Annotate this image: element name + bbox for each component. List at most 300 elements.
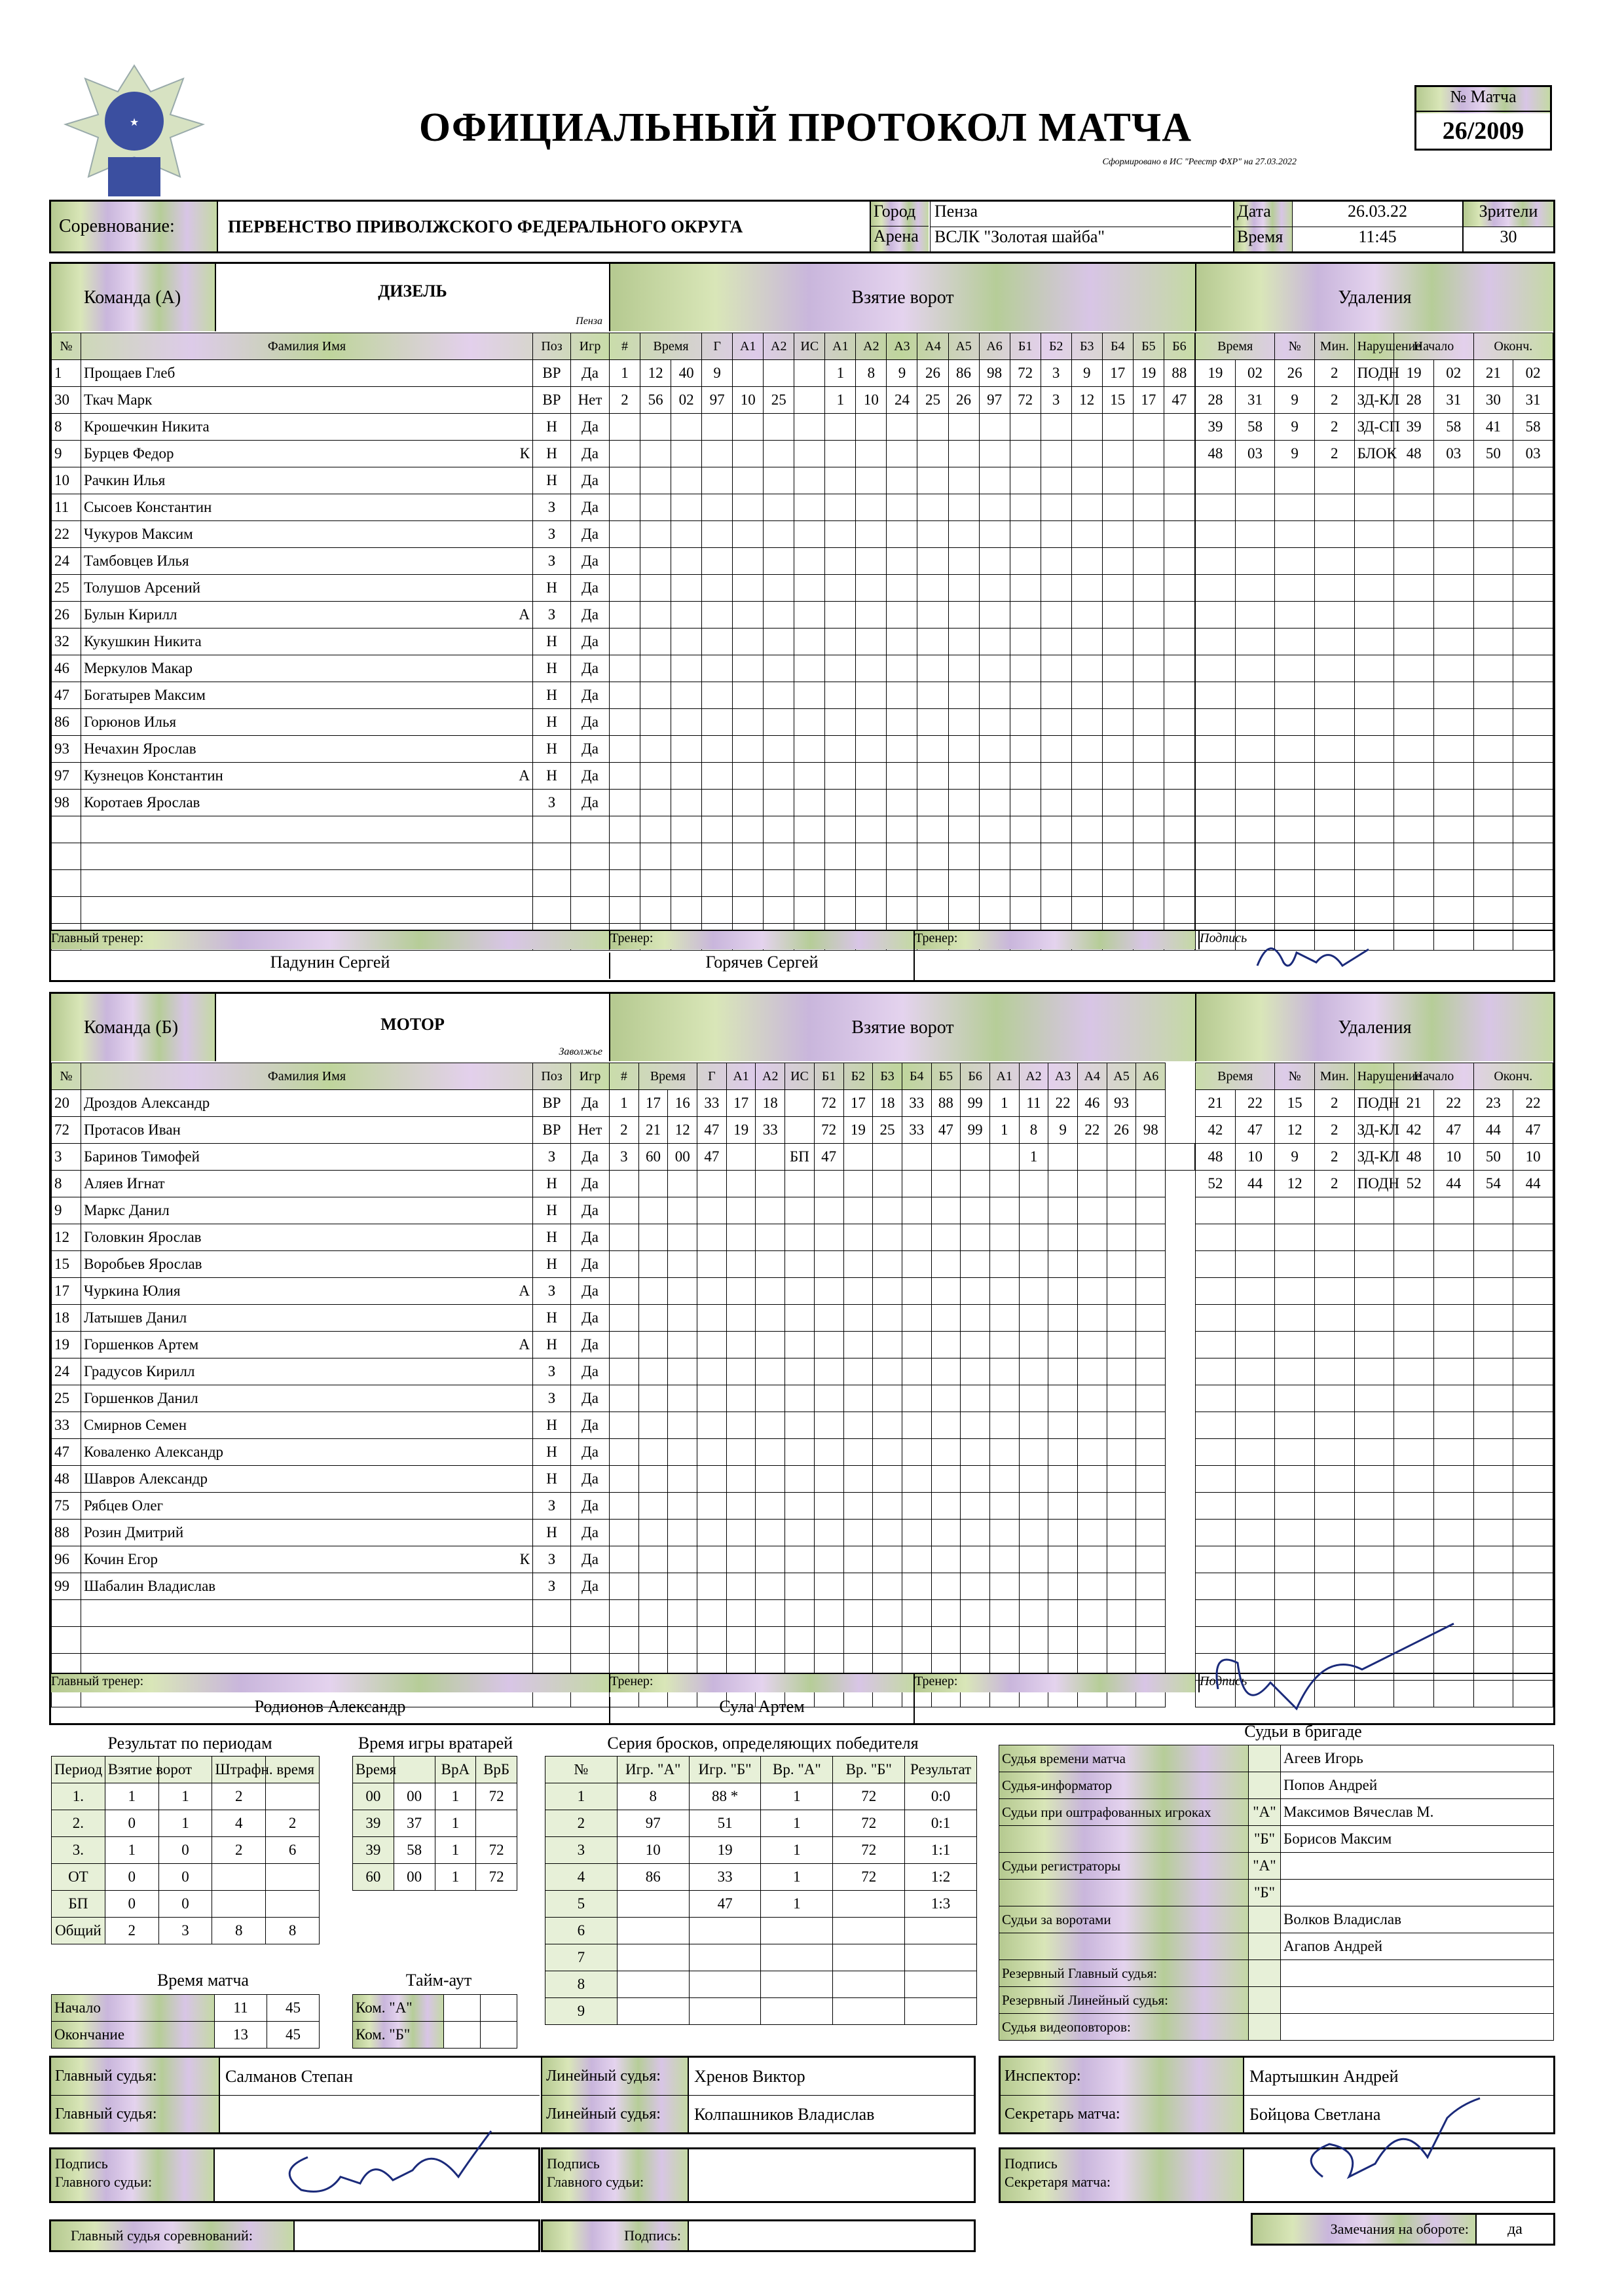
player-role: К <box>519 1551 530 1567</box>
goal-cell <box>1010 441 1041 467</box>
goal-cell <box>1019 1305 1048 1332</box>
penalty-cell <box>1275 629 1315 655</box>
goal-cell: 1 <box>989 1090 1019 1117</box>
goal-cell <box>902 1278 931 1305</box>
penalty-cell <box>1354 521 1394 548</box>
column-header: Б6 <box>961 1063 990 1090</box>
goal-cell: 15 <box>1102 387 1133 414</box>
penalty-cell: 52 <box>1394 1171 1434 1197</box>
shootout-row-cell <box>833 1944 905 1971</box>
goal-cell <box>1019 1278 1048 1305</box>
player-playing: Да <box>571 1520 610 1546</box>
penalty-cell <box>1394 816 1434 843</box>
goal-cell <box>1078 1197 1107 1224</box>
penalty-cell <box>1433 1278 1473 1305</box>
goal-cell <box>961 1144 990 1171</box>
goal-cell <box>917 602 948 629</box>
penalty-cell <box>1314 897 1354 924</box>
player-name-text: Градусов Кирилл <box>84 1363 195 1379</box>
goal-cell <box>1010 870 1041 897</box>
shootout-row-cell: 51 <box>689 1810 761 1837</box>
column-header: А3 <box>1048 1063 1078 1090</box>
team-a-head-coach: Падунин Сергей <box>270 953 390 972</box>
penalty-cell <box>1275 494 1315 521</box>
goal-cell <box>887 736 917 763</box>
goal-cell <box>989 1197 1019 1224</box>
penalty-cell <box>1473 1251 1513 1278</box>
shootout-row-cell: 1 <box>761 1864 833 1891</box>
period-row-cell: 2. <box>52 1810 105 1837</box>
penalty-cell <box>1394 602 1434 629</box>
goal-cell <box>794 575 825 602</box>
period-row-cell: 0 <box>105 1891 158 1918</box>
player-position: З <box>533 1385 571 1412</box>
goalie-row-cell: 72 <box>476 1837 517 1864</box>
goal-cell <box>979 763 1010 790</box>
shootout-row-cell: 0:1 <box>905 1810 977 1837</box>
player-name-text: Тамбовцев Илья <box>84 553 189 569</box>
goal-cell <box>887 629 917 655</box>
penalty-cell <box>1473 1573 1513 1600</box>
shootout-row <box>545 1891 977 1918</box>
player-row <box>52 1305 610 1332</box>
goal-cell <box>1107 1600 1136 1627</box>
goal-row <box>610 655 1195 682</box>
goal-cell <box>794 441 825 467</box>
goal-cell <box>702 441 733 467</box>
penalty-cell <box>1513 1251 1553 1278</box>
goal-cell <box>948 709 979 736</box>
goal-cell <box>726 1385 756 1412</box>
goal-cell <box>1136 1439 1166 1466</box>
goal-cell <box>610 1358 639 1385</box>
goal-cell <box>1010 494 1041 521</box>
penalty-cell <box>1196 897 1236 924</box>
goal-cell <box>1102 790 1133 816</box>
penalty-cell <box>1394 1251 1434 1278</box>
penalty-cell <box>1513 575 1553 602</box>
goal-cell <box>1136 1546 1166 1573</box>
goal-cell <box>902 1197 931 1224</box>
goal-cell <box>1133 467 1164 494</box>
goal-cell <box>610 548 640 575</box>
player-number: 9 <box>52 1197 81 1224</box>
penalty-cell: 23 <box>1473 1090 1513 1117</box>
player-number: 86 <box>52 709 81 736</box>
referee-role <box>999 1933 1249 1960</box>
column-header: А6 <box>1136 1063 1166 1090</box>
period-row-cell: 2 <box>212 1837 266 1864</box>
penalty-cell <box>1354 1224 1394 1251</box>
shootout-row-cell: 19 <box>689 1837 761 1864</box>
column-header: ВрА <box>435 1757 476 1783</box>
goal-cell <box>873 1358 902 1385</box>
goal-cell <box>1164 494 1194 521</box>
player-row <box>52 1546 610 1573</box>
penalty-cell <box>1433 1439 1473 1466</box>
referee-team <box>1249 1745 1281 1772</box>
penalty-cell <box>1235 816 1275 843</box>
player-position: Н <box>533 1305 571 1332</box>
goal-cell <box>1010 682 1041 709</box>
referee-name: Попов Андрей <box>1281 1772 1554 1799</box>
penalty-cell <box>1354 736 1394 763</box>
penalty-cell <box>1513 1224 1553 1251</box>
penalty-cell: 52 <box>1196 1171 1236 1197</box>
goal-cell <box>1102 575 1133 602</box>
goal-cell: 1 <box>610 1090 639 1117</box>
player-position: Н <box>533 1439 571 1466</box>
player-playing: Да <box>571 1197 610 1224</box>
player-name-text: Головкин Ярослав <box>84 1229 202 1245</box>
goal-cell <box>671 602 702 629</box>
column-header: Время <box>638 1063 697 1090</box>
goal-cell <box>931 1439 961 1466</box>
penalty-cell <box>1433 790 1473 816</box>
goalie-row <box>353 1783 517 1810</box>
penalty-cell <box>1394 629 1434 655</box>
goal-cell <box>931 1224 961 1251</box>
column-header: Б4 <box>1102 333 1133 360</box>
goal-cell <box>961 1305 990 1332</box>
player-playing: Да <box>571 1144 610 1171</box>
goalie-row-cell: 1 <box>435 1810 476 1837</box>
goal-cell <box>1041 655 1071 682</box>
referee-role: Судья-информатор <box>999 1772 1249 1799</box>
goal-cell <box>979 441 1010 467</box>
shootout-row-cell: 1:2 <box>905 1864 977 1891</box>
shootout-row-cell: 7 <box>545 1944 618 1971</box>
player-row <box>52 1224 610 1251</box>
penalty-cell <box>1433 736 1473 763</box>
goal-cell <box>931 1332 961 1358</box>
goal-cell <box>917 414 948 441</box>
goal-cell: 17 <box>726 1090 756 1117</box>
player-playing: Да <box>571 1090 610 1117</box>
referee-role: Судья времени матча <box>999 1745 1249 1772</box>
column-header: А2 <box>764 333 794 360</box>
penalty-cell <box>1275 709 1315 736</box>
goal-row <box>610 414 1195 441</box>
player-position: З <box>533 494 571 521</box>
goal-cell <box>733 682 764 709</box>
goal-cell <box>887 414 917 441</box>
goal-cell <box>764 548 794 575</box>
goal-cell <box>825 575 856 602</box>
player-name <box>81 1251 533 1278</box>
column-header: Поз <box>533 333 571 360</box>
penalty-cell: БЛОК <box>1354 441 1394 467</box>
player-position: З <box>533 1278 571 1305</box>
player-row <box>52 1278 610 1305</box>
goal-cell <box>931 1358 961 1385</box>
penalty-cell: 48 <box>1394 1144 1434 1171</box>
goal-cell <box>733 467 764 494</box>
penalty-cell <box>1513 1305 1553 1332</box>
goal-cell <box>638 1439 668 1466</box>
goal-cell <box>1107 1493 1136 1520</box>
goal-cell <box>1071 467 1102 494</box>
goal-cell <box>697 1520 727 1546</box>
goal-cell <box>989 1412 1019 1439</box>
player-role: А <box>519 1283 530 1299</box>
period-row-cell <box>266 1783 320 1810</box>
team-a-roster <box>51 333 610 951</box>
player-name-text: Булын Кирилл <box>84 606 177 623</box>
player-name-text: Меркулов Макар <box>84 660 193 676</box>
goal-cell <box>1133 655 1164 682</box>
penalty-row <box>1196 1493 1553 1520</box>
goal-cell <box>640 736 671 763</box>
penalty-cell <box>1314 843 1354 870</box>
goal-cell <box>1136 1144 1166 1171</box>
penalty-cell <box>1235 1385 1275 1412</box>
player-number: 26 <box>52 602 81 629</box>
penalty-cell <box>1513 736 1553 763</box>
goal-cell <box>948 870 979 897</box>
penalty-cell <box>1394 1305 1434 1332</box>
player-playing: Да <box>571 655 610 682</box>
shootout-row-cell <box>617 1918 689 1944</box>
goal-cell <box>764 709 794 736</box>
goal-cell <box>856 575 887 602</box>
column-header: А2 <box>1019 1063 1048 1090</box>
goal-cell <box>1078 1305 1107 1332</box>
player-playing: Да <box>571 790 610 816</box>
player-name <box>81 1600 533 1627</box>
player-name <box>81 1573 533 1600</box>
goal-cell <box>610 1332 639 1358</box>
goal-cell <box>1041 790 1071 816</box>
goal-cell: 17 <box>843 1090 873 1117</box>
penalty-cell <box>1314 1197 1354 1224</box>
column-header: Б2 <box>843 1063 873 1090</box>
goal-cell <box>814 1439 843 1466</box>
penalty-cell <box>1235 682 1275 709</box>
penalty-cell <box>1513 1493 1553 1520</box>
goal-cell <box>1071 736 1102 763</box>
penalty-cell <box>1196 1466 1236 1493</box>
goal-cell <box>764 736 794 763</box>
goal-cell <box>764 682 794 709</box>
goal-cell <box>825 548 856 575</box>
goal-cell <box>638 1251 668 1278</box>
goal-cell <box>856 602 887 629</box>
shootout-row <box>545 1810 977 1837</box>
referee-row <box>999 1799 1554 1826</box>
goal-cell <box>989 1278 1019 1305</box>
goal-cell <box>1048 1305 1078 1332</box>
penalty-cell <box>1433 897 1473 924</box>
goal-cell <box>702 843 733 870</box>
goalie-row-cell: 39 <box>353 1837 394 1864</box>
player-row <box>52 521 610 548</box>
goal-cell <box>1041 870 1071 897</box>
penalty-cell <box>1275 1520 1315 1546</box>
penalty-cell <box>1473 1546 1513 1573</box>
goal-cell <box>856 494 887 521</box>
goal-cell <box>733 763 764 790</box>
column-header: Вр. "А" <box>761 1757 833 1783</box>
penalty-cell <box>1196 682 1236 709</box>
shootout-row-cell: 1 <box>761 1837 833 1864</box>
period-row-cell: 0 <box>158 1837 212 1864</box>
goal-cell <box>873 1412 902 1439</box>
goal-row <box>610 1493 1195 1520</box>
goal-cell <box>640 602 671 629</box>
goal-cell <box>961 1412 990 1439</box>
penalty-cell <box>1314 1466 1354 1493</box>
goal-cell: 72 <box>814 1117 843 1144</box>
goal-cell <box>917 521 948 548</box>
penalty-cell <box>1513 1627 1553 1654</box>
column-header: Игр <box>571 1063 610 1090</box>
goal-cell <box>1010 736 1041 763</box>
penalty-cell <box>1394 494 1434 521</box>
goal-cell <box>917 441 948 467</box>
penalty-cell <box>1473 1520 1513 1546</box>
player-name-text: Баринов Тимофей <box>84 1148 200 1165</box>
player-playing <box>571 843 610 870</box>
goal-cell <box>1071 816 1102 843</box>
goal-cell <box>902 1385 931 1412</box>
goal-cell <box>989 1305 1019 1332</box>
goal-cell <box>1107 1278 1136 1305</box>
player-number: 30 <box>52 387 81 414</box>
penalty-cell <box>1314 763 1354 790</box>
goal-cell: 22 <box>1078 1117 1107 1144</box>
column-header: Б1 <box>814 1063 843 1090</box>
goal-cell <box>610 1305 639 1332</box>
penalty-row <box>1196 1171 1553 1197</box>
goal-row <box>610 1466 1195 1493</box>
penalty-cell <box>1513 843 1553 870</box>
goal-cell <box>671 629 702 655</box>
shootout-row-cell: 72 <box>833 1810 905 1837</box>
goal-cell <box>961 1546 990 1573</box>
goal-cell <box>668 1358 697 1385</box>
goal-cell <box>989 1439 1019 1466</box>
column-header: ВрБ <box>476 1757 517 1783</box>
column-header: ИС <box>794 333 825 360</box>
goal-cell <box>1102 629 1133 655</box>
player-playing <box>571 870 610 897</box>
penalty-cell <box>1196 629 1236 655</box>
goal-cell <box>668 1412 697 1439</box>
penalty-cell <box>1473 1412 1513 1439</box>
player-playing: Да <box>571 1439 610 1466</box>
penalty-row <box>1196 897 1553 924</box>
player-playing: Да <box>571 548 610 575</box>
player-number: 18 <box>52 1305 81 1332</box>
column-header: Б6 <box>1164 333 1194 360</box>
shootout-row-cell: 8 <box>617 1783 689 1810</box>
player-playing <box>571 1600 610 1627</box>
shootout-row-cell <box>761 1971 833 1998</box>
penalty-cell: 44 <box>1433 1171 1473 1197</box>
goal-cell <box>733 414 764 441</box>
player-name-text: Аляев Игнат <box>84 1175 165 1192</box>
goal-cell <box>961 1385 990 1412</box>
goal-cell <box>1019 1546 1048 1573</box>
team-a-coach: Горячев Сергей <box>609 953 913 979</box>
goal-cell <box>610 1627 639 1654</box>
column-header: Нарушение <box>1354 333 1394 360</box>
goal-cell <box>1107 1439 1136 1466</box>
penalty-cell: 2 <box>1314 1117 1354 1144</box>
goal-cell <box>1010 521 1041 548</box>
period-row <box>52 1783 320 1810</box>
player-playing: Да <box>571 736 610 763</box>
goal-cell <box>1164 843 1194 870</box>
player-number: 8 <box>52 414 81 441</box>
penalty-cell <box>1473 790 1513 816</box>
goal-cell <box>1133 763 1164 790</box>
goal-cell <box>764 360 794 387</box>
column-header: # <box>610 1063 639 1090</box>
penalty-cell <box>1196 790 1236 816</box>
penalty-cell <box>1513 629 1553 655</box>
penalty-row <box>1196 1278 1553 1305</box>
player-row <box>52 1600 610 1627</box>
goal-cell <box>697 1305 727 1332</box>
referee-row <box>999 1826 1554 1853</box>
referee-role: Резервный Линейный судья: <box>999 1987 1249 2014</box>
penalty-cell <box>1196 602 1236 629</box>
penalty-cell <box>1354 709 1394 736</box>
goal-cell <box>961 1332 990 1358</box>
penalty-row <box>1196 1546 1553 1573</box>
goal-cell <box>1071 441 1102 467</box>
penalty-cell <box>1275 1332 1315 1358</box>
goalie-row <box>353 1837 517 1864</box>
goal-cell <box>856 655 887 682</box>
goal-cell <box>856 629 887 655</box>
referee-team: "А" <box>1249 1853 1281 1880</box>
column-header: А2 <box>756 1063 785 1090</box>
referee-row <box>999 1960 1554 1987</box>
penalty-cell <box>1196 467 1236 494</box>
shootout-row-cell: 9 <box>545 1998 618 2025</box>
goal-cell <box>1010 709 1041 736</box>
team-b-name: МОТОР <box>380 1015 445 1034</box>
player-playing: Да <box>571 1385 610 1412</box>
player-playing: Да <box>571 602 610 629</box>
goal-cell: 98 <box>979 360 1010 387</box>
goal-cell <box>931 1627 961 1654</box>
penalty-cell <box>1275 1466 1315 1493</box>
goal-cell <box>610 494 640 521</box>
goal-cell <box>638 1358 668 1385</box>
goal-cell <box>825 870 856 897</box>
player-number: 48 <box>52 1466 81 1493</box>
penalty-cell <box>1196 843 1236 870</box>
player-position: Н <box>533 763 571 790</box>
penalty-cell <box>1354 1278 1394 1305</box>
goal-cell <box>726 1573 756 1600</box>
referee-row <box>999 1853 1554 1880</box>
goal-cell <box>1071 575 1102 602</box>
goal-cell <box>702 548 733 575</box>
goal-cell <box>733 655 764 682</box>
goal-cell <box>931 1305 961 1332</box>
goal-row <box>610 1520 1195 1546</box>
goal-cell <box>610 682 640 709</box>
penalty-cell <box>1275 467 1315 494</box>
goal-cell: 47 <box>1164 387 1194 414</box>
period-row-cell: 1 <box>158 1810 212 1837</box>
penalty-cell <box>1473 629 1513 655</box>
